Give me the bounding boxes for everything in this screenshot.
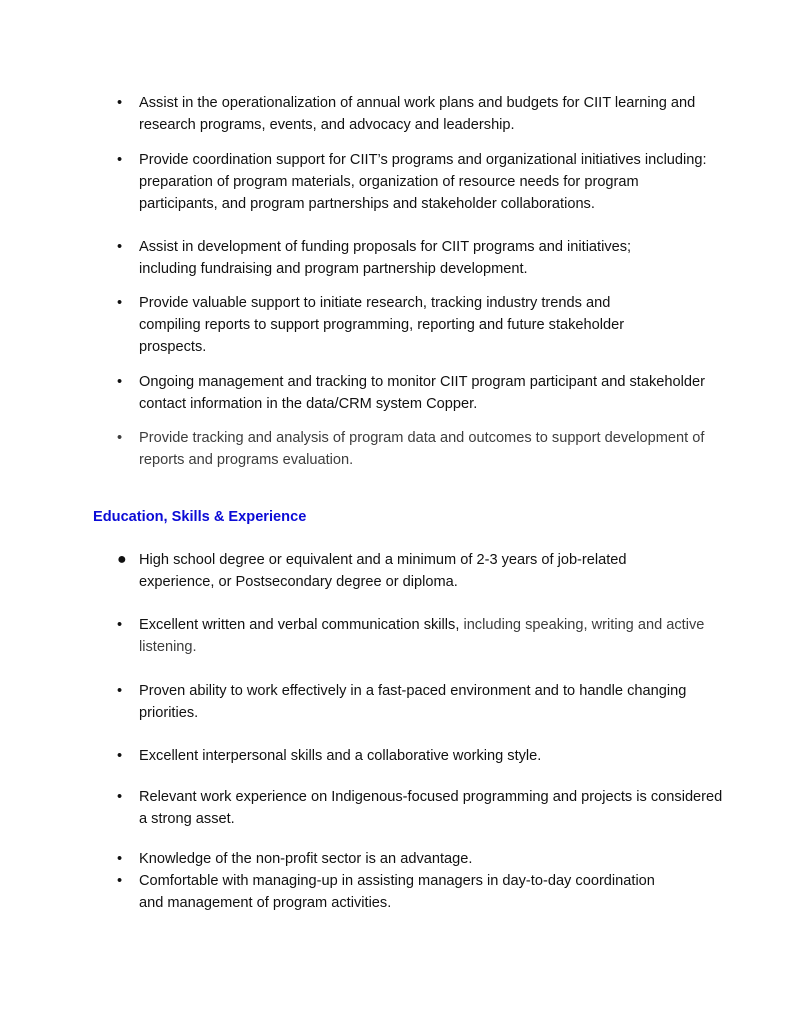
list-item <box>117 614 717 658</box>
list-item-text: Excellent interpersonal skills and a collaborative working style. <box>139 748 542 764</box>
list-item <box>117 848 717 870</box>
list-item-text: Proven ability to work effectively in a fast-paced environment and to handle changing priorities. <box>139 683 687 721</box>
bullet-icon: • <box>117 617 123 633</box>
list-item <box>117 680 717 724</box>
list-item-text: Ongoing management and tracking to monitor CIIT program participant and stakeholder contact information in the data/CRM system Copper. <box>139 374 705 412</box>
bullet-icon: • <box>117 789 123 805</box>
list-item-text: Provide tracking and analysis of program data and outcomes to support development of reports and programs evaluation. <box>139 430 705 468</box>
bullet-icon: • <box>117 873 123 889</box>
list-item <box>117 292 717 358</box>
list-item-text: Provide coordination support for CIIT’s programs and organizational initiatives including: preparation of program materials, organization of resource needs for program participants, and program partnerships and stakeholder collaborations. <box>139 152 707 212</box>
list-item-text: Knowledge of the non-profit sector is an advantage. <box>139 851 473 867</box>
bullet-icon: • <box>117 851 123 867</box>
bullet-icon: ● <box>117 551 127 568</box>
list-item <box>117 786 727 830</box>
list-item <box>117 745 717 767</box>
bullet-icon: • <box>117 683 123 699</box>
list-item-text: Assist in the operationalization of annual work plans and budgets for CIIT learning and research programs, events, and advocacy and leadership. <box>139 95 696 133</box>
list-item <box>117 427 717 471</box>
list-item-text: Comfortable with managing-up in assisting managers in day-to-day coordination and management of program activities. <box>139 873 655 911</box>
bullet-icon: • <box>117 295 123 311</box>
list-item-text-secondary: including speaking, writing and active listening. <box>139 617 705 655</box>
bullet-icon: • <box>117 152 123 168</box>
list-item-text-main: Excellent written and verbal communication skills, <box>139 617 460 633</box>
list-item-text: High school degree or equivalent and a minimum of 2-3 years of job-related experience, or Postsecondary degree or diploma. <box>139 552 627 590</box>
list-item <box>117 92 717 136</box>
list-item-text: Provide valuable support to initiate research, tracking industry trends and compiling reports to support programming, reporting and future stakeholder prospects. <box>139 295 625 355</box>
bullet-icon: • <box>117 239 123 255</box>
bullet-icon: • <box>117 430 123 446</box>
bullet-icon: • <box>117 374 123 390</box>
list-item <box>117 549 717 593</box>
list-item <box>117 371 717 415</box>
bullet-icon: • <box>117 95 123 111</box>
list-item <box>117 149 717 215</box>
list-item-text <box>139 614 717 658</box>
list-item <box>117 870 717 914</box>
list-item <box>117 236 717 280</box>
section-heading: Education, Skills & Experience <box>93 509 307 525</box>
list-item-text: Relevant work experience on Indigenous-focused programming and projects is considered a strong asset. <box>139 789 723 827</box>
bullet-icon: • <box>117 748 123 764</box>
list-item-text: Assist in development of funding proposals for CIIT programs and initiatives; including fundraising and program partnership development. <box>139 239 632 277</box>
